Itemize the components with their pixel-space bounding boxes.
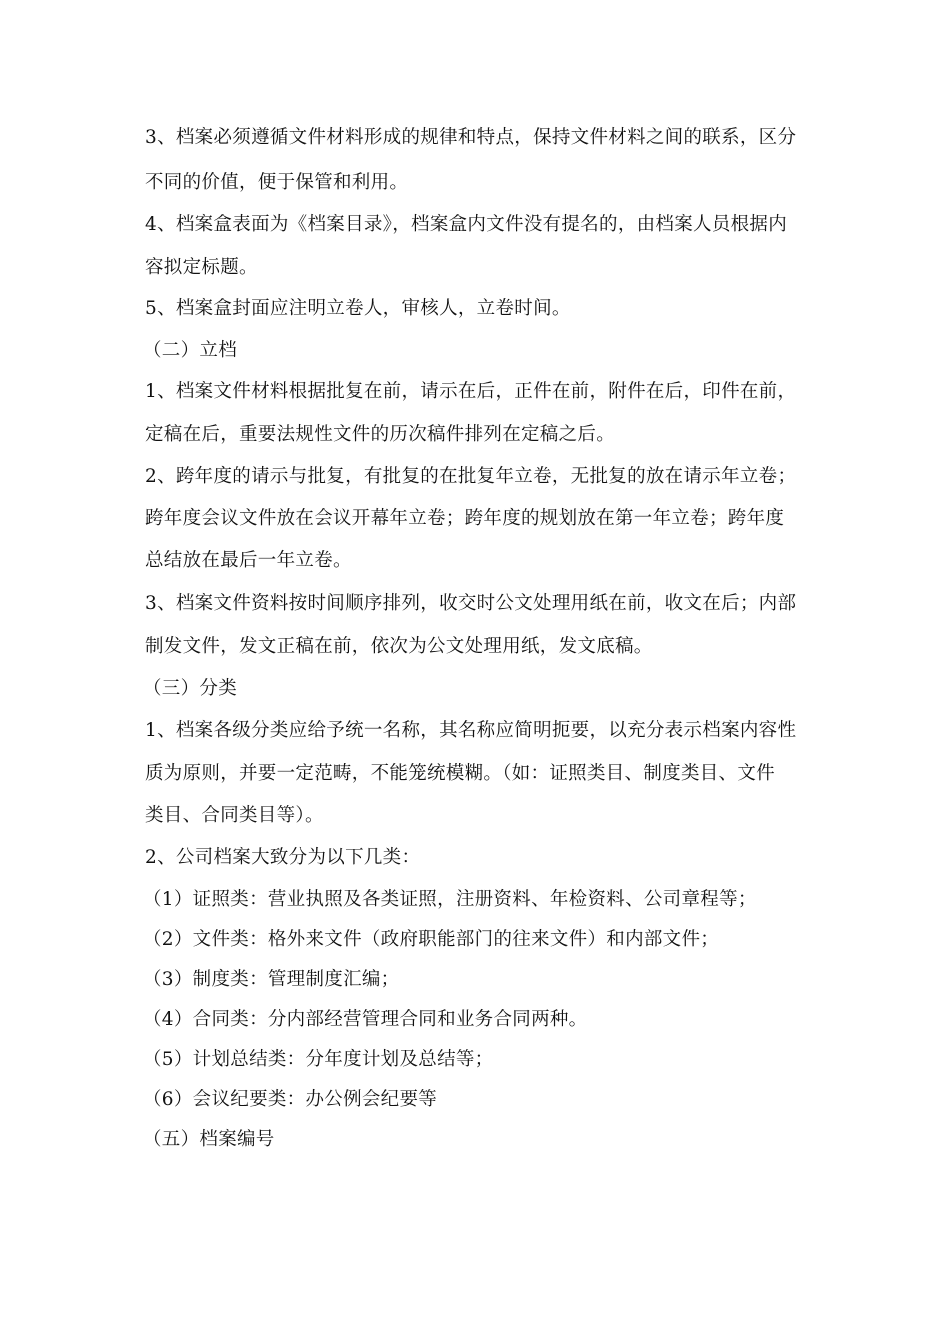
lidang-item-1-line-2: 定稿在后，重要法规性文件的历次稿件排列在定稿之后。 xyxy=(145,424,616,445)
section-heading-dang-an-bian-hao: （五）档案编号 xyxy=(143,1129,275,1150)
fenlei-item-1-line-2: 质为原则，并要一定范畴，不能笼统模糊。（如：证照类目、制度类目、文件 xyxy=(145,763,775,784)
category-item-5: （5）计划总结类：分年度计划及总结等； xyxy=(143,1049,494,1070)
paragraph-4-line-2: 容拟定标题。 xyxy=(145,257,258,278)
paragraph-3-line-1: 3、档案必须遵循文件材料形成的规律和特点，保持文件材料之间的联系，区分 xyxy=(145,127,797,148)
section-heading-li-dang: （二）立档 xyxy=(143,340,238,361)
fenlei-item-1-line-1: 1、档案各级分类应给予统一名称，其名称应简明扼要，以充分表示档案内容性 xyxy=(145,720,797,741)
category-item-1: （1）证照类：营业执照及各类证照，注册资料、年检资料、公司章程等； xyxy=(143,889,757,910)
lidang-item-2-line-1: 2、跨年度的请示与批复，有批复的在批复年立卷，无批复的放在请示年立卷； xyxy=(145,466,797,487)
lidang-item-3-line-2: 制发文件，发文正稿在前，依次为公文处理用纸，发文底稿。 xyxy=(145,636,653,657)
fenlei-item-2: 2、公司档案大致分为以下几类： xyxy=(145,847,421,868)
paragraph-4-line-1: 4、档案盒表面为《档案目录》，档案盒内文件没有提名的，由档案人员根据内 xyxy=(145,214,788,235)
fenlei-item-1-line-3: 类目、合同类目等）。 xyxy=(145,805,324,826)
category-item-4: （4）合同类：分内部经营管理合同和业务合同两种。 xyxy=(143,1009,588,1030)
lidang-item-1-line-1: 1、档案文件材料根据批复在前，请示在后，正件在前，附件在后，印件在前， xyxy=(145,381,797,402)
lidang-item-2-line-2: 跨年度会议文件放在会议开幕年立卷；跨年度的规划放在第一年立卷；跨年度 xyxy=(145,508,785,529)
category-item-2: （2）文件类：格外来文件（政府职能部门的往来文件）和内部文件； xyxy=(143,929,720,950)
lidang-item-3-line-1: 3、档案文件资料按时间顺序排列，收交时公文处理用纸在前，收文在后；内部 xyxy=(145,593,797,614)
category-item-6: （6）会议纪要类：办公例会纪要等 xyxy=(143,1089,438,1110)
paragraph-3-line-2: 不同的价值，便于保管和利用。 xyxy=(145,172,409,193)
lidang-item-2-line-3: 总结放在最后一年立卷。 xyxy=(145,550,352,571)
paragraph-5: 5、档案盒封面应注明立卷人，审核人，立卷时间。 xyxy=(145,298,571,319)
section-heading-fen-lei: （三）分类 xyxy=(143,678,238,699)
category-item-3: （3）制度类：管理制度汇编； xyxy=(143,969,400,990)
